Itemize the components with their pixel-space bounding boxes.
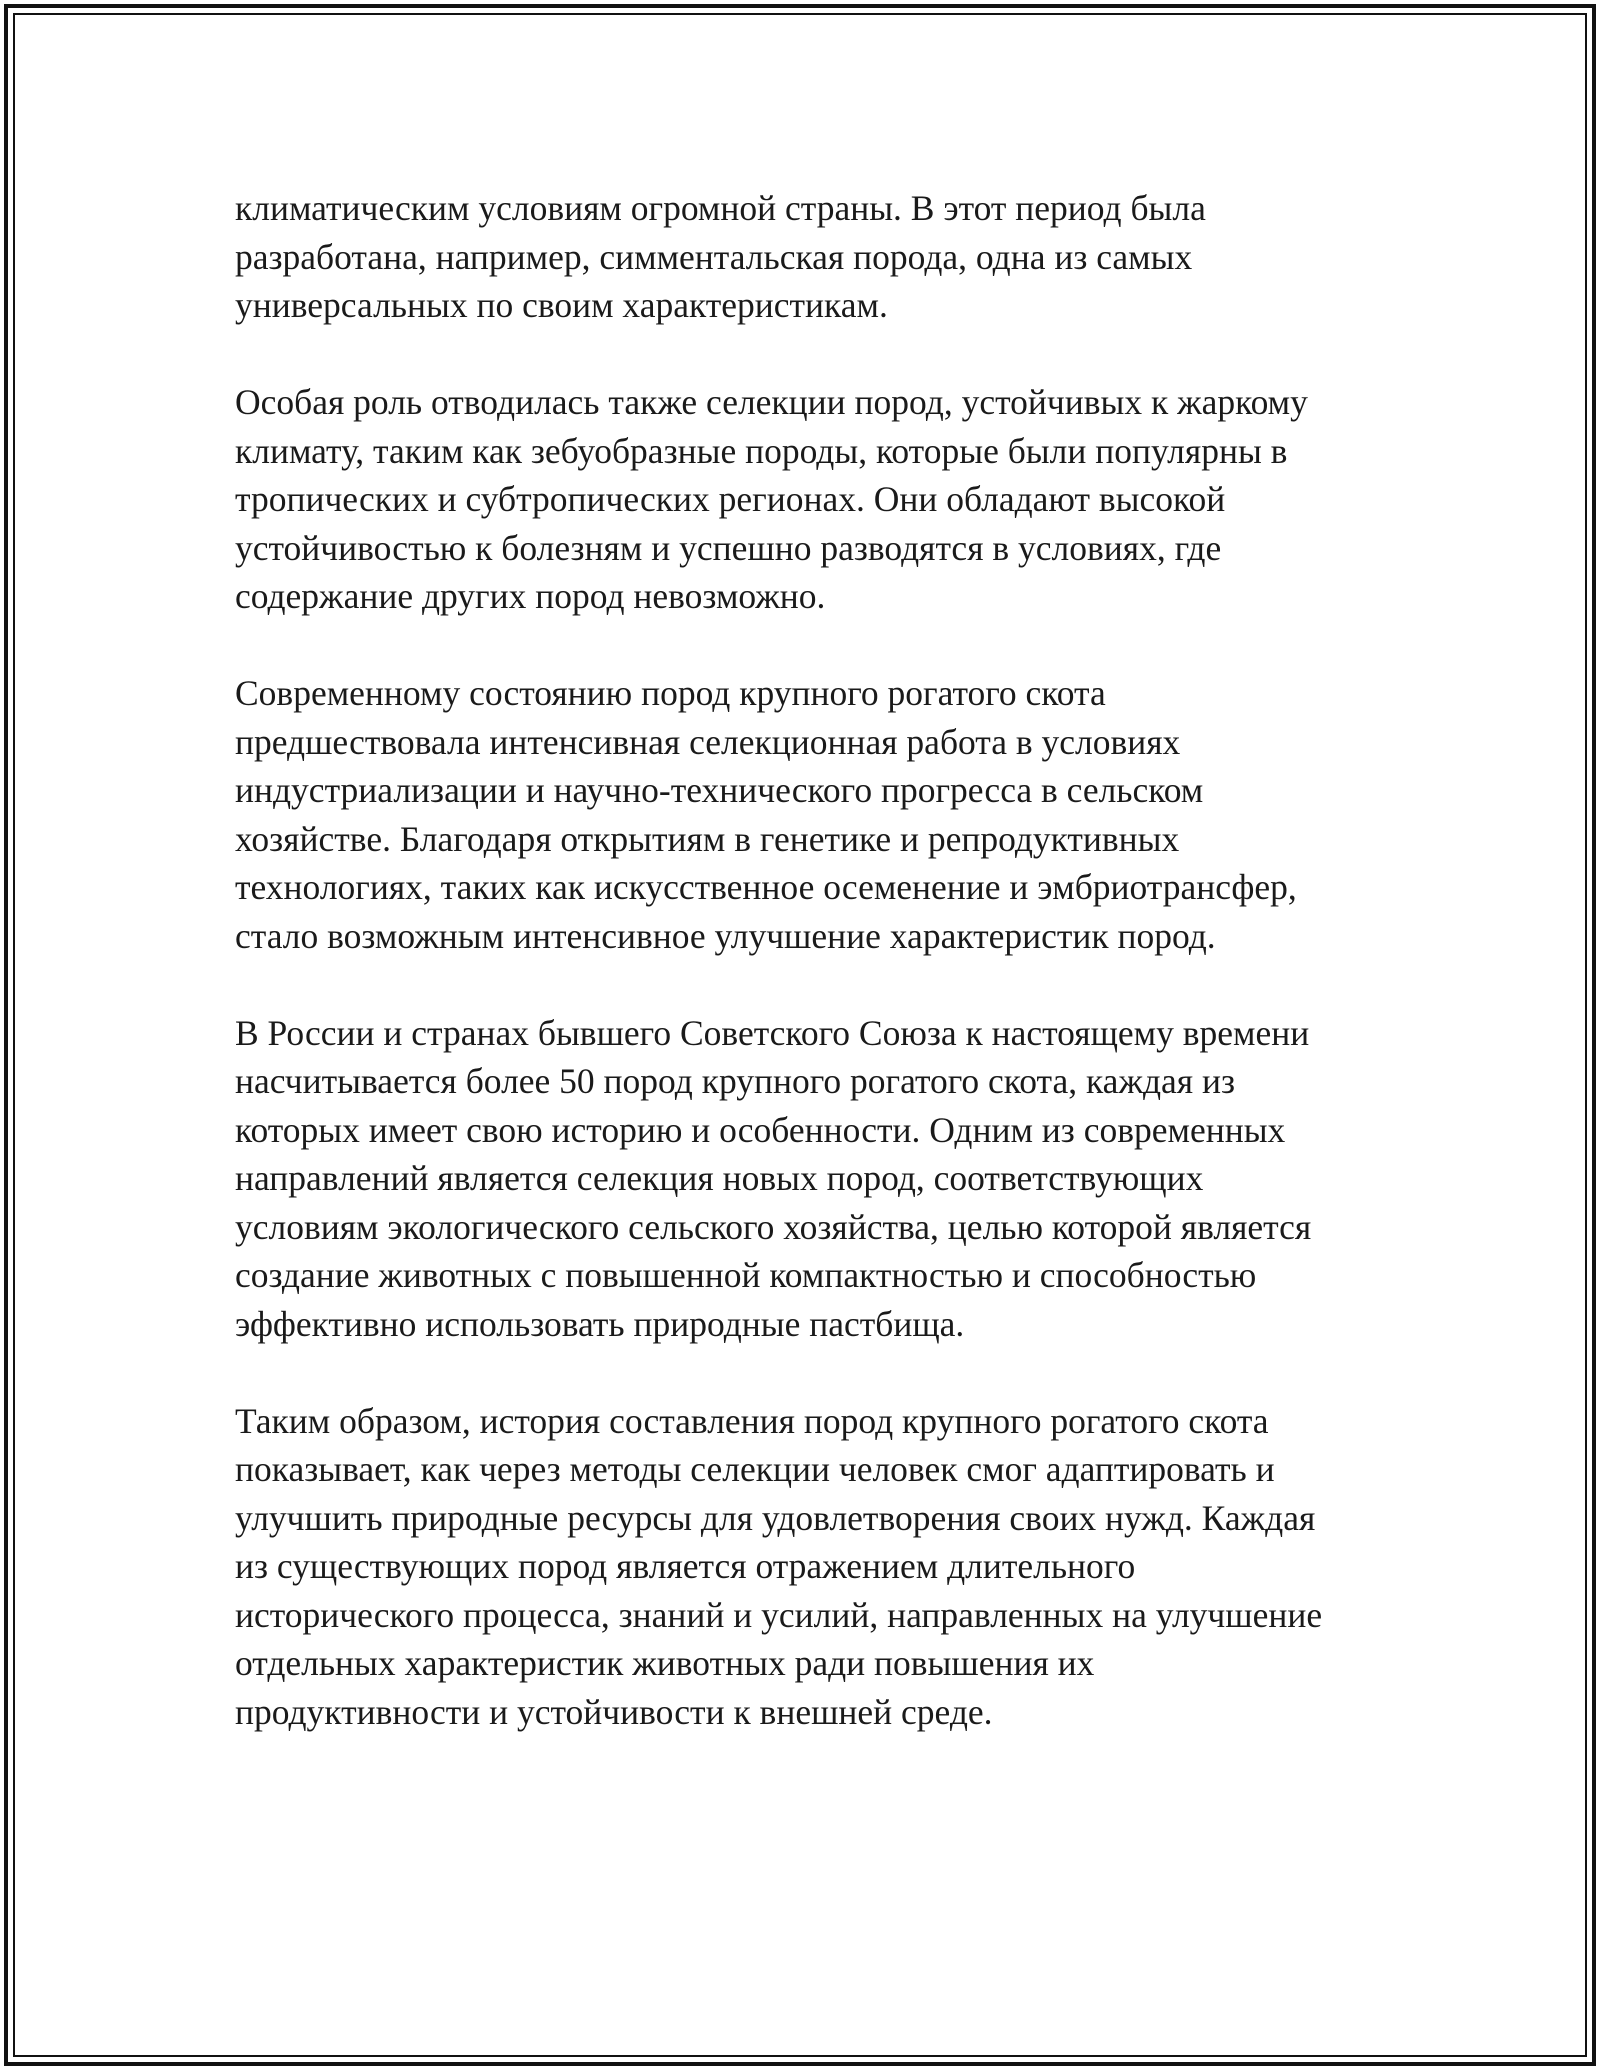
text-line: универсальных по своим характеристикам. [235, 285, 888, 325]
text-line: Современному состоянию пород крупного рогатого скота [235, 673, 1106, 713]
text-line: климату, таким как зебуобразные породы, которые были популярны в [235, 430, 1288, 471]
text-line: предшествовала интенсивная селекционная работа в условиях [235, 721, 1181, 762]
text-line: индустриализации и научно-технического прогресса в сельском [235, 770, 1204, 810]
text-line: Особая роль отводилась также селекции пород, устойчивых к жаркому [235, 382, 1308, 422]
paragraph-2 [235, 378, 1375, 621]
text-line: устойчивостью к болезням и успешно разводятся в условиях, где [235, 527, 1222, 568]
text-line: показывает, как через методы селекции человек смог адаптировать и [235, 1449, 1275, 1489]
text-line: хозяйстве. Благодаря открытиям в генетике и репродуктивных [235, 818, 1180, 859]
text-line: содержание других пород невозможно. [235, 576, 826, 616]
document-body [235, 184, 1375, 1785]
text-line: направлений является селекция новых пород, соответствующих [235, 1158, 1204, 1198]
text-line: тропических и субтропических регионах. Они обладают высокой [235, 479, 1226, 519]
text-line: продуктивности и устойчивости к внешней среде. [235, 1691, 993, 1732]
text-line: условиям экологического сельского хозяйства, целью которой является [235, 1206, 1312, 1247]
text-line: разработана, например, симментальская порода, одна из самых [235, 236, 1193, 277]
text-line: технологиях, таких как искусственное осеменение и эмбриотрансфер, [235, 867, 1297, 907]
paragraph-4 [235, 1009, 1375, 1349]
text-line: эффективно использовать природные пастбища. [235, 1303, 965, 1344]
text-line: которых имеет свою историю и особенности. Одним из современных [235, 1109, 1286, 1150]
paragraph-3 [235, 669, 1375, 960]
text-line: стало возможным интенсивное улучшение характеристик пород. [235, 915, 1216, 956]
text-line: В России и странах бывшего Советского Союза к настоящему времени [235, 1012, 1310, 1053]
paragraph-1 [235, 184, 1375, 330]
text-line: насчитывается более 50 пород крупного рогатого скота, каждая из [235, 1061, 1236, 1101]
text-line: создание животных с повышенной компактностью и способностью [235, 1255, 1257, 1295]
text-line: Таким образом, история составления пород крупного рогатого скота [235, 1400, 1269, 1441]
paragraph-5 [235, 1397, 1375, 1737]
text-line: отдельных характеристик животных ради повышения их [235, 1643, 1095, 1683]
text-line: из существующих пород является отражением длительного [235, 1546, 1136, 1586]
text-line: исторического процесса, знаний и усилий, направленных на улучшение [235, 1594, 1323, 1635]
text-line: улучшить природные ресурсы для удовлетворения своих нужд. Каждая [235, 1497, 1316, 1538]
text-line: климатическим условиям огромной страны. В этот период была [235, 188, 1206, 228]
